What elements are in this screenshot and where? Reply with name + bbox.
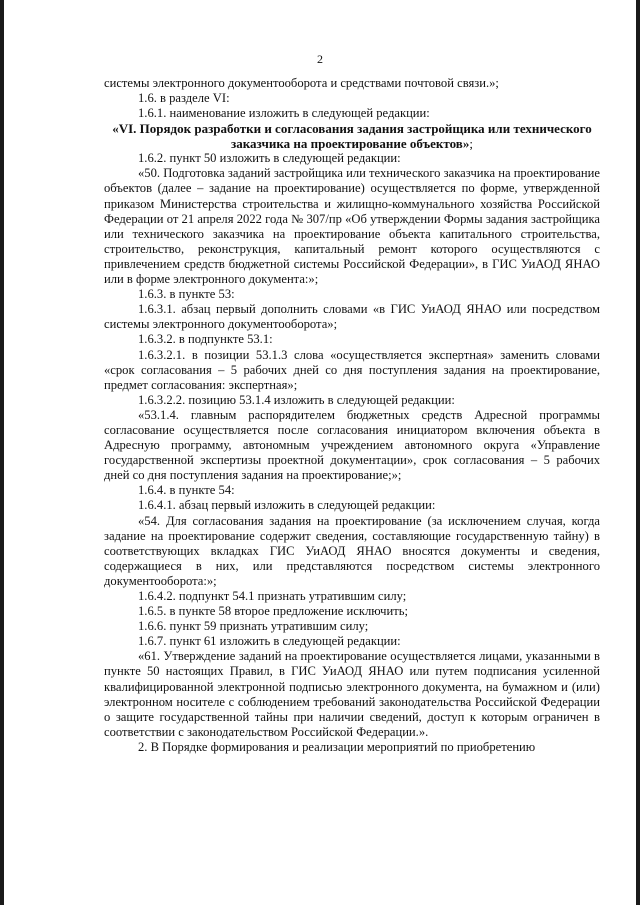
paragraph: 1.6.4.1. абзац первый изложить в следующей редакции:: [138, 498, 436, 513]
paragraph: 1.6.4.2. подпункт 54.1 признать утратившим силу;: [138, 589, 407, 603]
paragraph: 1.6.4. в пункте 54:: [138, 483, 235, 498]
paragraph: 1.6.1. наименование изложить в следующей редакции:: [138, 106, 430, 121]
paragraph: «50. Подготовка заданий застройщика или технического заказчика на проектирование объектов (далее – задание на проектирование) осуществляется по форме, утвержденной приказом Министерства строительства и жилищно-коммунального хозяйства Российской Федерации от 21 апреля 2022 года № 307/пр «Об утверждении Формы задания застройщика или технического заказчика на проектирование объекта капитального строительства, строительство, реконструкция, капитальный ремонт которого осуществляются с привлечением средств бюджетной системы Российской Федерации», в ГИС УиАОД ЯНАО или в форме электронного документа:»;: [104, 166, 600, 287]
paragraph: 1.6.3.2. в подпункте 53.1:: [138, 332, 273, 347]
paragraph: 1.6.2. пункт 50 изложить в следующей редакции:: [138, 151, 401, 166]
paragraph: «54. Для согласования задания на проектирование (за исключением случая, когда задание на проектирование содержит сведения, составляющие государственную тайну) в соответствующих вкладках ГИС УиАОД ЯНАО вносятся документы и сведения, содержащиеся в них, или представляются посредством системы электронного документооборота:»;: [104, 513, 600, 588]
paragraph: 1.6.6. пункт 59 признать утратившим силу;: [138, 619, 369, 634]
left-edge-bar: [0, 0, 4, 905]
paragraph: 1.6.3.2.1. в позиции 53.1.3 слова «осуществляется экспертная» заменить словами «срок согласования – 5 рабочих дней со дня поступления задания на проектирование, предмет согласования: экспертная»;: [104, 347, 600, 392]
paragraph: 2. В Порядке формирования и реализации мероприятий по приобретению: [138, 739, 536, 754]
page-number: 2: [317, 52, 323, 66]
section-heading-text: «VI. Порядок разработки и согласования задания застройщика или технического заказчика на проектирование объектов»: [112, 121, 592, 152]
paragraph: «61. Утверждение заданий на проектирование осуществляется лицами, указанными в пункте 50 настоящих Правил, в ГИС УиАОД ЯНАО или путем подписания усиленной квалифицированной электронной подписью электронного документа, на бумажном и (или) электронном носителе с соблюдением требований законодательства Российской Федерации о защите государственной тайны при наличии сведений, доступ к которым ограничен в соответствии с законодательством Российской Федерации.».: [104, 649, 600, 739]
paragraph: 1.6.3. в пункте 53:: [138, 287, 235, 302]
paragraph: 1.6.3.1. абзац первый дополнить словами «в ГИС УиАОД ЯНАО или посредством системы электронного документооборота»;: [104, 302, 600, 332]
paragraph: 1.6.5. в пункте 58 второе предложение исключить;: [138, 604, 409, 619]
paragraph: 1.6.7. пункт 61 изложить в следующей редакции:: [138, 634, 401, 649]
right-edge-bar: [636, 0, 640, 905]
paragraph: 1.6.3.2.2. позицию 53.1.4 изложить в следующей редакции:: [138, 392, 455, 407]
paragraph: «53.1.4. главным распорядителем бюджетных средств Адресной программы согласование осуществляется после согласования инициатором включения объекта в Адресную программу, автономным учреждением автономного округа «Управление государственной экспертизы проектной документации», срок согласования – 5 рабочих дней со дня поступления задания на проектирование;»;: [104, 407, 600, 483]
paragraph: 1.6. в разделе VI:: [138, 91, 230, 106]
paragraph: системы электронного документооборота и средствами почтовой связи.»;: [104, 76, 499, 90]
section-heading-tail: ;: [469, 136, 473, 152]
section-heading: [104, 121, 600, 151]
document-body: [104, 76, 600, 755]
